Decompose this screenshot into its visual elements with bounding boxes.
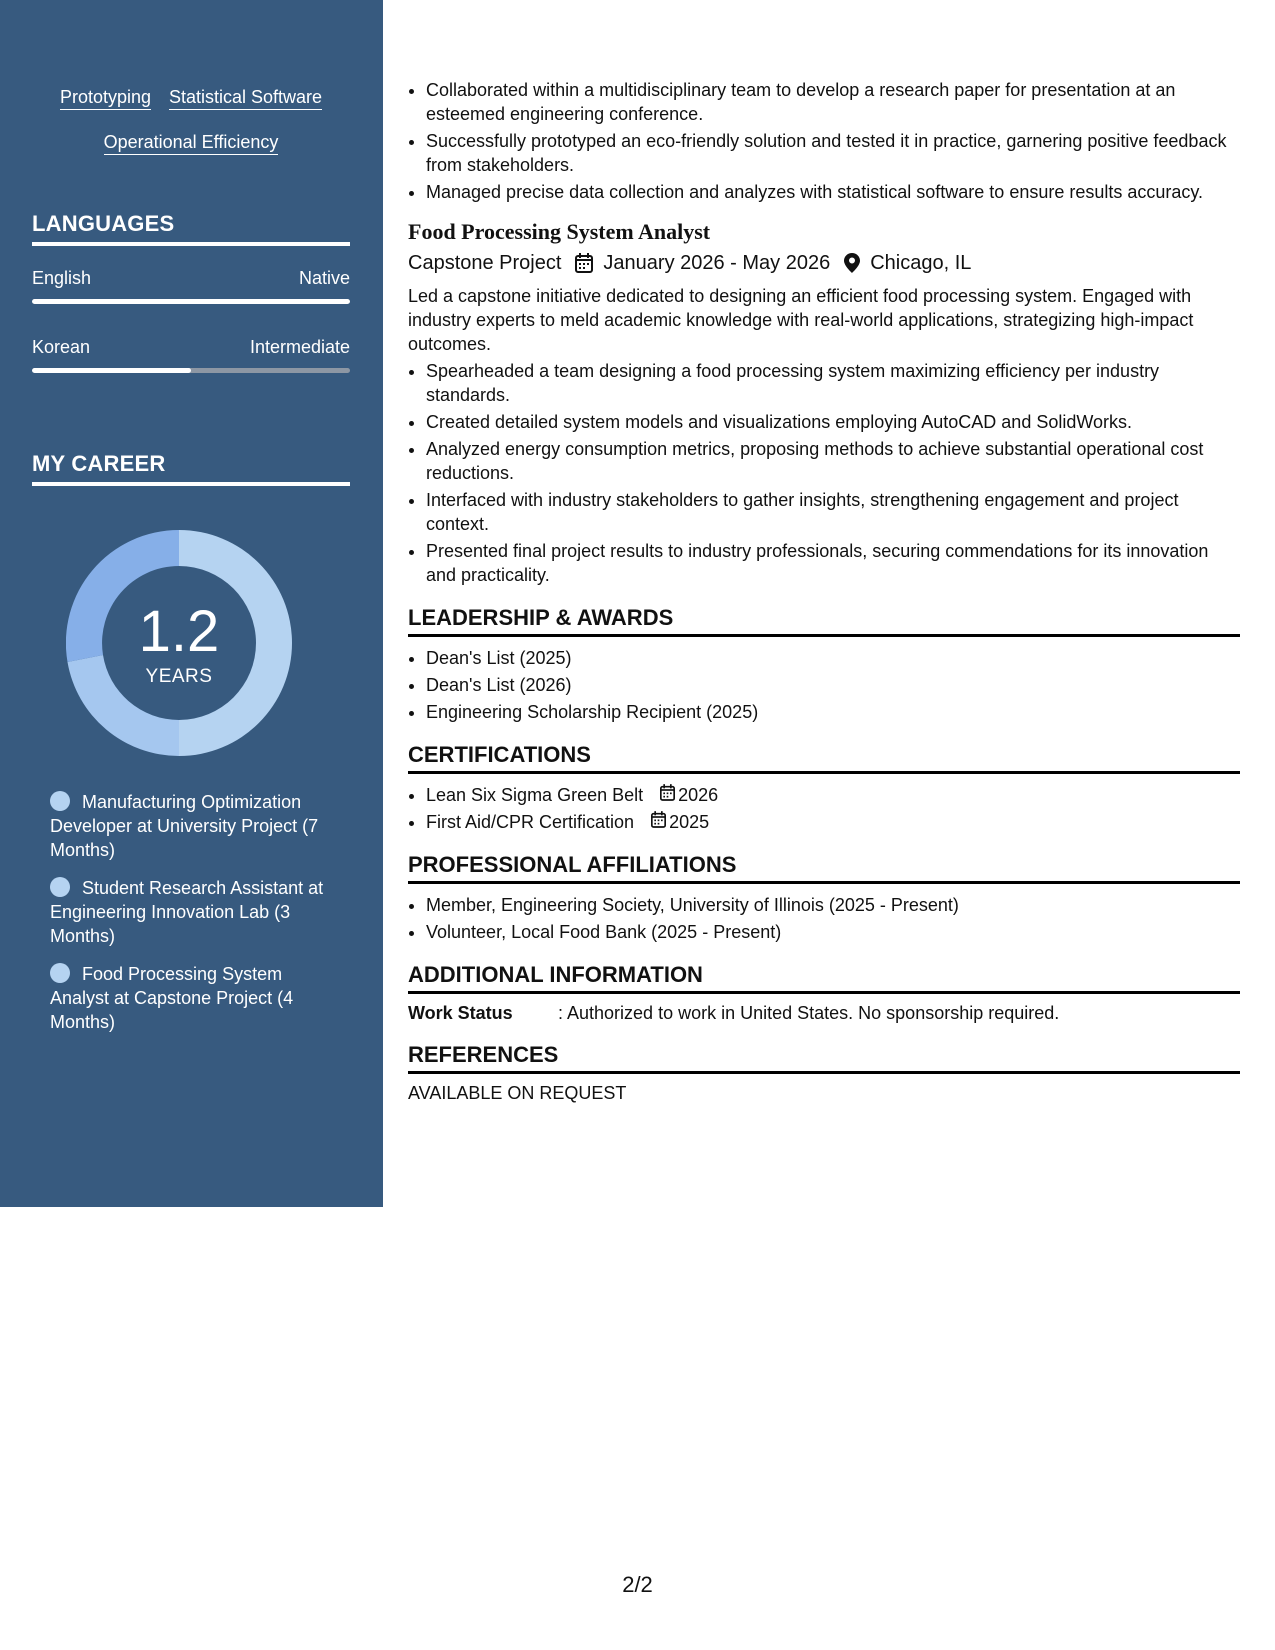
list-item: • Analyzed energy consumption metrics, proposing methods to achieve substantial operational cost reductions.	[426, 437, 1240, 485]
skills-row	[32, 131, 350, 155]
career-donut-chart	[66, 530, 292, 756]
skill-tag: Statistical Software	[169, 86, 322, 110]
skills-list	[32, 86, 350, 176]
calendar-icon	[651, 810, 669, 834]
list-item: • Dean's List (2026)	[426, 673, 1240, 697]
career-item	[50, 876, 330, 948]
list-item: • Created detailed system models and visualizations employing AutoCAD and SolidWorks.	[426, 410, 1240, 434]
list-item: • Dean's List (2025)	[426, 646, 1240, 670]
job-company: Capstone Project	[408, 252, 562, 274]
language-proficiency-bar	[32, 368, 350, 373]
references-text: AVAILABLE ON REQUEST	[408, 1083, 627, 1103]
career-dot-icon	[50, 877, 70, 897]
main-content	[408, 78, 1240, 1104]
language-name: English	[32, 268, 92, 288]
job-bullets	[408, 359, 1240, 587]
certification-year: 2025	[669, 812, 710, 832]
work-status-value: : Authorized to work in United States. No sponsorship required.	[558, 1003, 1060, 1023]
language-level: Native	[298, 268, 350, 288]
work-status-label: Work Status	[408, 1003, 513, 1023]
job-location: Chicago, IL	[870, 252, 972, 274]
career-years-unit: YEARS	[145, 666, 213, 687]
language-row	[32, 268, 350, 289]
career-list	[50, 790, 330, 1048]
language-proficiency-fill	[32, 299, 350, 304]
career-dot-icon	[50, 791, 70, 811]
list-item: • Collaborated within a multidisciplinary team to develop a research paper for presentation at an esteemed engineering conference.	[426, 78, 1240, 126]
list-item: • Interfaced with industry stakeholders to gather insights, strengthening engagement and project context.	[426, 488, 1240, 536]
leadership-heading: LEADERSHIP & AWARDS	[408, 605, 1240, 637]
list-item: • Member, Engineering Society, University of Illinois (2025 - Present)	[426, 893, 1240, 917]
job-meta	[408, 250, 1240, 276]
career-dot-icon	[50, 963, 70, 983]
references-heading: REFERENCES	[408, 1042, 1240, 1074]
language-level: Intermediate	[249, 337, 350, 357]
affiliations-list	[408, 893, 1240, 944]
calendar-icon	[660, 783, 678, 807]
job-title: Food Processing System Analyst	[408, 219, 711, 244]
career-item	[50, 962, 330, 1034]
language-row	[32, 337, 350, 358]
career-item	[50, 790, 330, 862]
language-proficiency-bar	[32, 299, 350, 304]
list-item: • Engineering Scholarship Recipient (2025)	[426, 700, 1240, 724]
skills-row	[32, 86, 350, 110]
career-item-label: Manufacturing Optimization Developer at University Project (7 Months)	[50, 792, 319, 860]
skill-tag: Operational Efficiency	[104, 131, 279, 155]
language-name: Korean	[32, 337, 91, 357]
certification-name: First Aid/CPR Certification	[426, 812, 635, 832]
donut-center	[66, 530, 292, 756]
work-status-row	[408, 1003, 1240, 1024]
job-dates: January 2026 - May 2026	[603, 252, 831, 274]
previous-job-bullets	[408, 78, 1240, 204]
list-item: • Spearheaded a team designing a food processing system maximizing efficiency per industry standards.	[426, 359, 1240, 407]
affiliations-heading: PROFESSIONAL AFFILIATIONS	[408, 852, 1240, 884]
list-item	[426, 810, 1240, 834]
career-item-label: Food Processing System Analyst at Capstone Project (4 Months)	[50, 964, 294, 1032]
list-item: • Managed precise data collection and analyzes with statistical software to ensure results accuracy.	[426, 180, 1240, 204]
languages-heading: LANGUAGES	[32, 211, 350, 246]
leadership-list	[408, 646, 1240, 724]
skill-tag: Prototyping	[60, 86, 151, 110]
additional-info-heading: ADDITIONAL INFORMATION	[408, 962, 1240, 994]
career-years-value: 1.2	[138, 599, 220, 664]
list-item	[426, 783, 1240, 807]
career-item-label: Student Research Assistant at Engineering Innovation Lab (3 Months)	[50, 878, 324, 946]
certification-name: Lean Six Sigma Green Belt	[426, 785, 644, 805]
job-description: Led a capstone initiative dedicated to designing an efficient food processing system. Engaged with industry experts to meld academic knowledge with real-world applications, strategizing high-impact outcomes.	[408, 286, 1194, 354]
language-proficiency-fill	[32, 368, 191, 373]
certification-date	[651, 810, 709, 834]
calendar-icon	[575, 253, 593, 273]
certification-year: 2026	[678, 785, 719, 805]
list-item: • Presented final project results to industry professionals, securing commendations for its innovation and practicality.	[426, 539, 1240, 587]
certification-date	[660, 783, 718, 807]
list-item: • Volunteer, Local Food Bank (2025 - Present)	[426, 920, 1240, 944]
location-pin-icon	[844, 253, 860, 273]
certifications-list	[408, 783, 1240, 834]
certifications-heading: CERTIFICATIONS	[408, 742, 1240, 774]
list-item: • Successfully prototyped an eco-friendly solution and tested it in practice, garnering positive feedback from stakeholders.	[426, 129, 1240, 177]
sidebar	[0, 0, 383, 1207]
career-heading: MY CAREER	[32, 451, 350, 486]
page-number: 2/2	[622, 1572, 653, 1597]
